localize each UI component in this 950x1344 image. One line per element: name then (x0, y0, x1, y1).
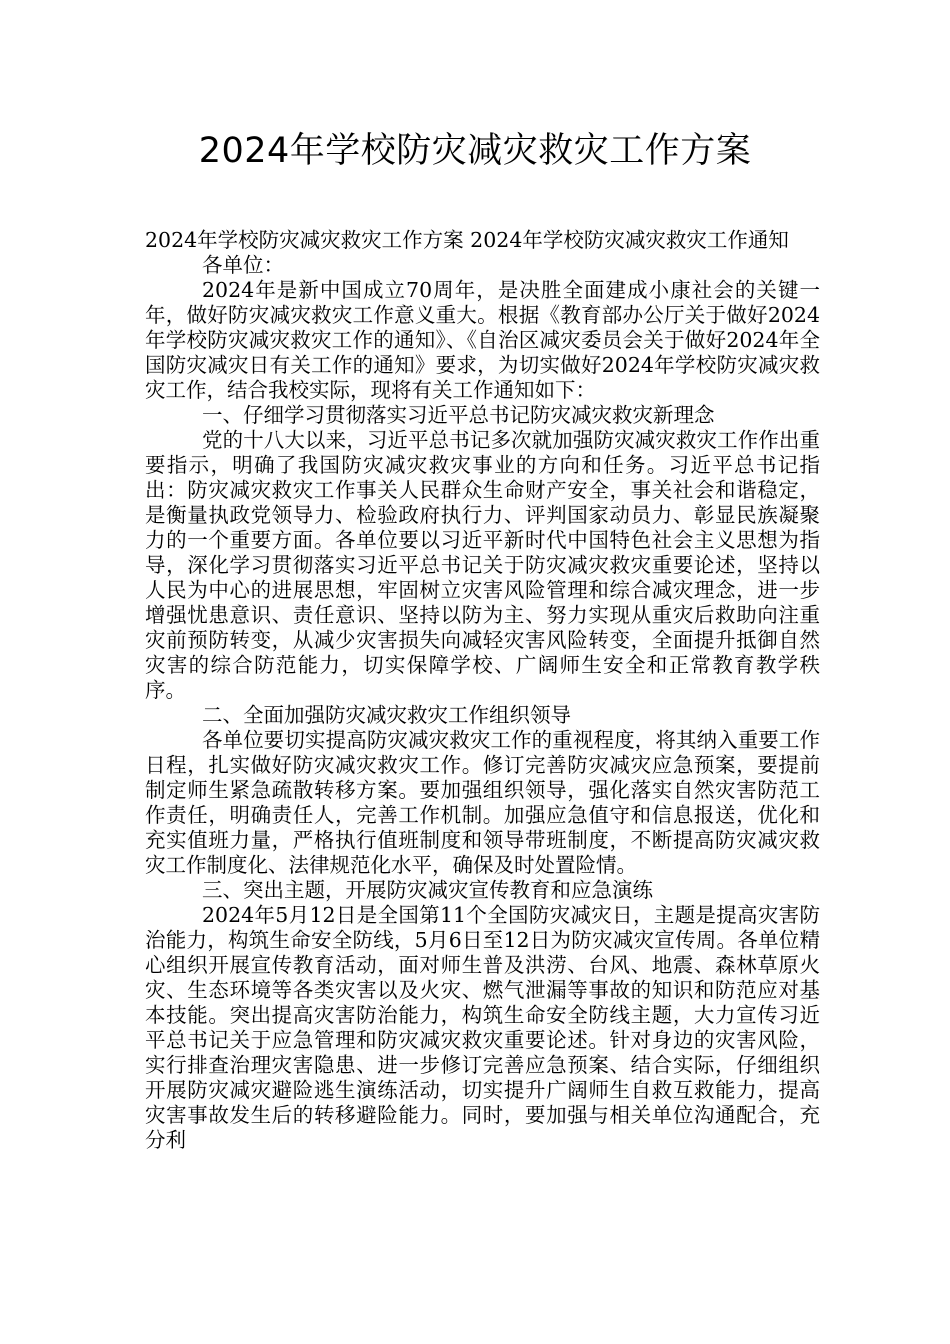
paragraph: 各单位： (202, 253, 284, 277)
document-body (145, 228, 820, 1153)
paragraph: 党的十八大以来，习近平总书记多次就加强防灾减灾救灾工作作出重要指示，明确了我国防灾减灾救灾事业的方向和任务。习近平总书记指出：防灾减灾救灾工作事关人民群众生命财产安全，事关社会和谐稳定，是衡量执政党领导力、检验政府执行力、评判国家动员力、彰显民族凝聚力的一个重要方面。各单位要以习近平新时代中国特色社会主义思想为指导，深化学习贯彻落实习近平总书记关于防灾减灾救灾重要论述，坚持以人民为中心的进展思想，牢固树立灾害风险管理和综合减灾理念，进一步增强忧患意识、责任意识、坚持以防为主、努力实现从重灾后救助向注重灾前预防转变，从减少灾害损失向减轻灾害风险转变，全面提升抵御自然灾害的综合防范能力，切实保障学校、广阔师生安全和正常教育教学秩序。 (145, 428, 820, 702)
paragraph: 2024年5月12日是全国第11个全国防灾减灾日，主题是提高灾害防治能力，构筑生命安全防线，5月6日至12日为防灾减灾宣传周。各单位精心组织开展宣传教育活动，面对师生普及洪涝、台风、地震、森林草原火灾、生态环境等各类灾害以及火灾、燃气泄漏等事故的知识和防范应对基本技能。突出提高灾害防治能力，构筑生命安全防线主题，大力宣传习近平总书记关于应急管理和防灾减灾救灾重要论述。针对身边的灾害风险，实行排查治理灾害隐患、进一步修订完善应急预案、结合实际，仔细组织开展防灾减灾避险逃生演练活动，切实提升广阔师生自救互救能力，提高灾害事故发生后的转移避险能力。同时，要加强与相关单位沟通配合，充分利 (145, 903, 820, 1152)
paragraph: 2024年学校防灾减灾救灾工作方案 2024年学校防灾减灾救灾工作通知 (145, 228, 789, 252)
paragraph: 二、全面加强防灾减灾救灾工作组织领导 (202, 703, 571, 727)
paragraph: 一、仔细学习贯彻落实习近平总书记防灾减灾救灾新理念 (202, 403, 715, 427)
paragraph: 2024年是新中国成立70周年，是决胜全面建成小康社会的关键一年，做好防灾减灾救灾工作意义重大。根据《教育部办公厅关于做好2024年学校防灾减灾救灾工作的通知》、《自治区减灾委员会关于做好2024年全国防灾减灾日有关工作的通知》要求，为切实做好2024年学校防灾减灾救灾工作，结合我校实际，现将有关工作通知如下： (145, 278, 820, 402)
paragraph: 三、突出主题，开展防灾减灾宣传教育和应急演练 (202, 878, 653, 902)
document-title: 2024年学校防灾减灾救灾工作方案 (198, 131, 752, 171)
paragraph: 各单位要切实提高防灾减灾救灾工作的重视程度，将其纳入重要工作日程，扎实做好防灾减灾救灾工作。修订完善防灾减灾应急预案，要提前制定师生紧急疏散转移方案。要加强组织领导，强化落实自然灾害防范工作责任，明确责任人，完善工作机制。加强应急值守和信息报送，优化和充实值班力量，严格执行值班制度和领导带班制度，不断提高防灾减灾救灾工作制度化、法律规范化水平，确保及时处置险情。 (145, 728, 820, 877)
